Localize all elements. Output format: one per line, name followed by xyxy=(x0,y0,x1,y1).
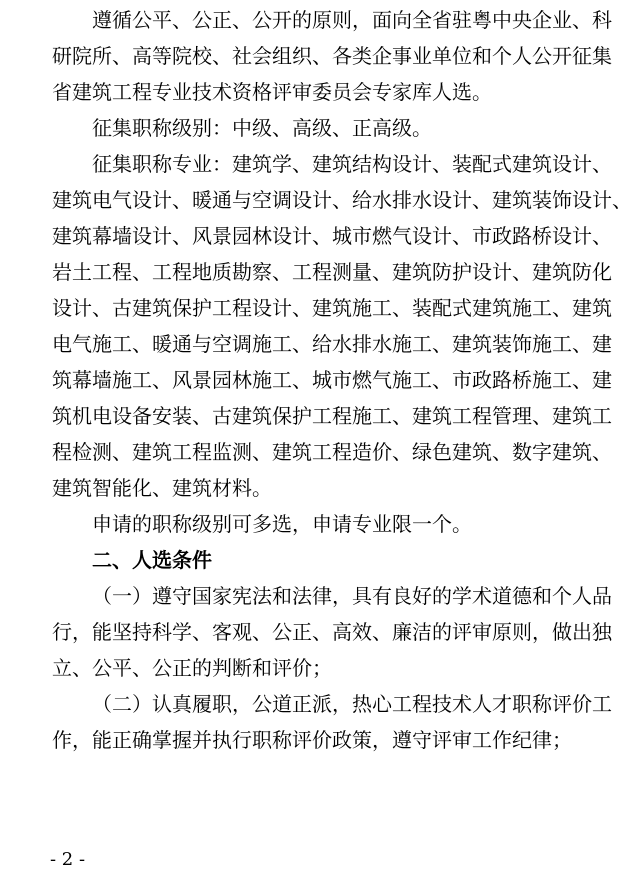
paragraph-3-line-7: 筑幕墙施工、风景园林施工、城市燃气施工、市政路桥施工、建 xyxy=(52,368,612,392)
paragraph-5-line-3: 立、公平、公正的判断和评价； xyxy=(52,656,332,680)
paragraph-6-line-1: （二）认真履职，公道正派，热心工程技术人才职称评价工 xyxy=(92,692,612,716)
page-number: - 2 - xyxy=(50,849,86,870)
paragraph-1-line-3: 省建筑工程专业技术资格评审委员会专家库人选。 xyxy=(52,80,492,104)
paragraph-2-line-1: 征集职称级别：中级、高级、正高级。 xyxy=(92,116,432,140)
section-heading: 二、人选条件 xyxy=(92,548,212,572)
paragraph-3-line-4: 岩土工程、工程地质勘察、工程测量、建筑防护设计、建筑防化 xyxy=(52,260,612,284)
paragraph-1-line-2: 研院所、高等院校、社会组织、各类企事业单位和个人公开征集 xyxy=(52,44,612,68)
paragraph-1-line-1: 遵循公平、公正、公开的原则，面向全省驻粤中央企业、科 xyxy=(92,8,612,32)
paragraph-3-line-5: 设计、古建筑保护工程设计、建筑施工、装配式建筑施工、建筑 xyxy=(52,296,612,320)
paragraph-3-line-10: 建筑智能化、建筑材料。 xyxy=(52,476,272,500)
paragraph-3-line-1: 征集职称专业：建筑学、建筑结构设计、装配式建筑设计、 xyxy=(92,152,612,176)
paragraph-5-line-2: 行，能坚持科学、客观、公正、高效、廉洁的评审原则，做出独 xyxy=(52,620,612,644)
paragraph-3-line-8: 筑机电设备安装、古建筑保护工程施工、建筑工程管理、建筑工 xyxy=(52,404,612,428)
paragraph-3-line-3: 建筑幕墙设计、风景园林设计、城市燃气设计、市政路桥设计、 xyxy=(52,224,612,248)
paragraph-4-line-1: 申请的职称级别可多选，申请专业限一个。 xyxy=(92,512,472,536)
paragraph-5-line-1: （一）遵守国家宪法和法律，具有良好的学术道德和个人品 xyxy=(92,584,612,608)
paragraph-3-line-6: 电气施工、暖通与空调施工、给水排水施工、建筑装饰施工、建 xyxy=(52,332,612,356)
paragraph-3-line-2: 建筑电气设计、暖通与空调设计、给水排水设计、建筑装饰设计、 xyxy=(52,188,632,212)
paragraph-3-line-9: 程检测、建筑工程监测、建筑工程造价、绿色建筑、数字建筑、 xyxy=(52,440,612,464)
paragraph-6-line-2: 作，能正确掌握并执行职称评价政策，遵守评审工作纪律； xyxy=(52,728,572,752)
